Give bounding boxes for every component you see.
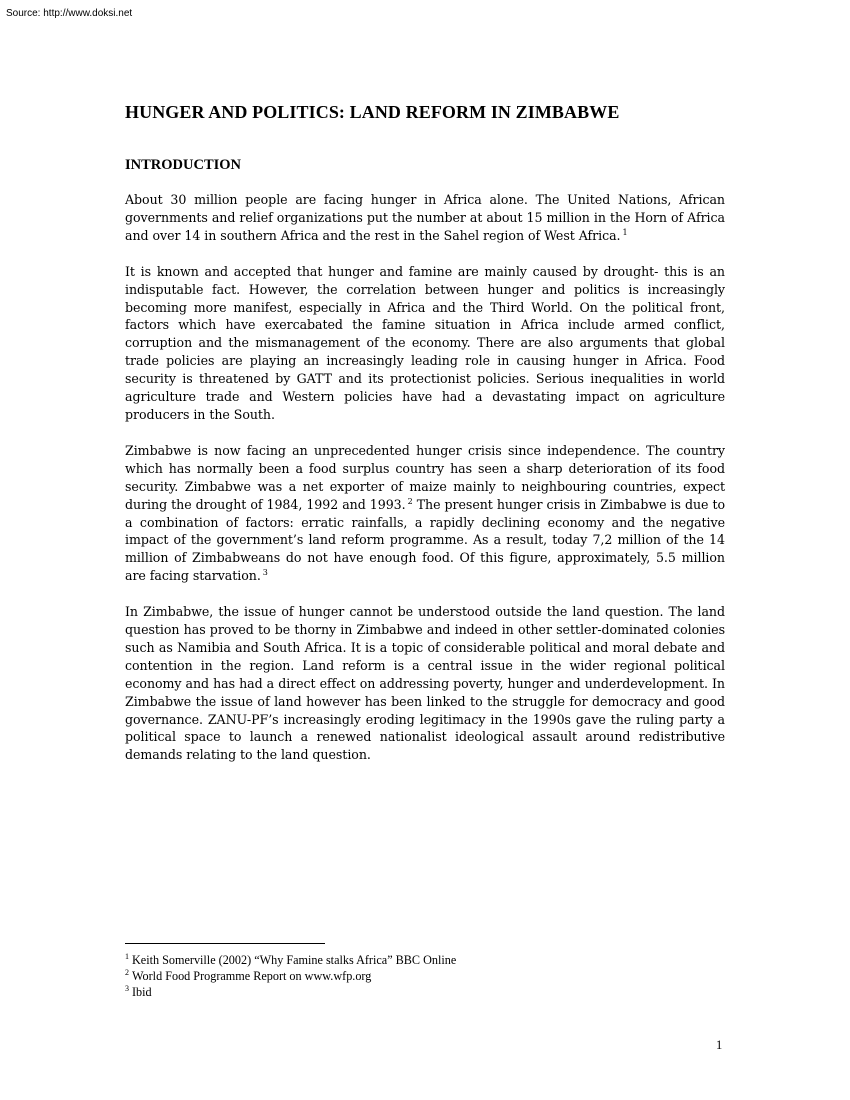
footnote-list <box>125 952 725 1000</box>
footnote-text: World Food Programme Report on www.wfp.org <box>132 969 372 983</box>
footnote-text: Ibid <box>132 985 152 999</box>
footnote-item <box>125 984 725 1000</box>
document-body <box>125 100 725 764</box>
paragraphs-container <box>125 191 725 764</box>
paragraph-text: It is known and accepted that hunger and famine are mainly caused by drought- this is an indisputable fact. However, the correlation between hunger and politics is increasingly becoming more manifest, especially in Africa and the Third World. On the political front, factors which have exercabated the famine situation in Africa include armed conflict, corruption and the mismanagement of the economy. There are also arguments that global trade policies are playing an increasingly leading role in causing hunger in Africa. Food security is threatened by GATT and its protectionist policies. Serious inequalities in world agriculture trade and Western policies have had a devastating impact on agriculture producers in the South. <box>125 263 725 422</box>
footnote-number: 2 <box>125 968 129 977</box>
document-title: HUNGER AND POLITICS: LAND REFORM IN ZIMBABWE <box>125 102 620 122</box>
paragraph-text: The present hunger crisis in Zimbabwe is due to a combination of factors: erratic rainfalls, a rapidly declining economy and the negative impact of the government’s land reform programme. As a result, today 7,2 million of the 14 million of Zimbabweans do not have enough food. Of this figure, approximately, 5.5 million are facing starvation. <box>125 496 726 584</box>
body-paragraph <box>125 442 725 585</box>
footnote-item <box>125 968 725 984</box>
paragraph-text: Zimbabwe is now facing an unprecedented hunger crisis since independence. The country which has normally been a food surplus country has seen a sharp deterioration of its food security. Zimbabwe was a net exporter of maize mainly to neighbouring countries, expect during the drought of 1984, 1992 and 1993. <box>125 442 725 512</box>
paragraph-text: About 30 million people are facing hunger in Africa alone. The United Nations, African governments and relief organizations put the number at about 15 million in the Horn of Africa and over 14 in southern Africa and the rest in the Sahel region of West Africa. <box>125 192 725 243</box>
footnote-separator <box>125 943 325 944</box>
footnote-reference[interactable]: 3 <box>262 568 268 578</box>
body-paragraph <box>125 191 725 245</box>
footnote-number: 3 <box>125 984 129 993</box>
footnotes <box>125 943 725 1000</box>
footnote-item <box>125 952 725 968</box>
footnote-text: Keith Somerville (2002) “Why Famine stalks Africa” BBC Online <box>132 953 457 967</box>
paragraph-text: In Zimbabwe, the issue of hunger cannot be understood outside the land question. The land question has proved to be thorny in Zimbabwe and indeed in other settler-dominated colonies such as Namibia and South Africa. It is a topic of considerable political and moral debate and contention in the region. Land reform is a central issue in the wider regional political economy and has had a direct effect on addressing poverty, hunger and underdevelopment. In Zimbabwe the issue of land however has been linked to the struggle for democracy and good governance. ZANU-PF’s increasingly eroding legitimacy in the 1990s gave the ruling party a political space to launch a renewed nationalist ideological assault around redistributive demands relating to the land question. <box>125 604 725 763</box>
source-url: Source: http://www.doksi.net <box>6 8 133 19</box>
footnote-reference[interactable]: 2 <box>407 496 413 506</box>
footnote-reference[interactable]: 1 <box>622 227 628 237</box>
body-paragraph <box>125 263 725 424</box>
section-heading: INTRODUCTION <box>125 157 242 173</box>
body-paragraph <box>125 603 725 764</box>
footnote-number: 1 <box>125 952 129 961</box>
page-number: 1 <box>716 1038 723 1052</box>
